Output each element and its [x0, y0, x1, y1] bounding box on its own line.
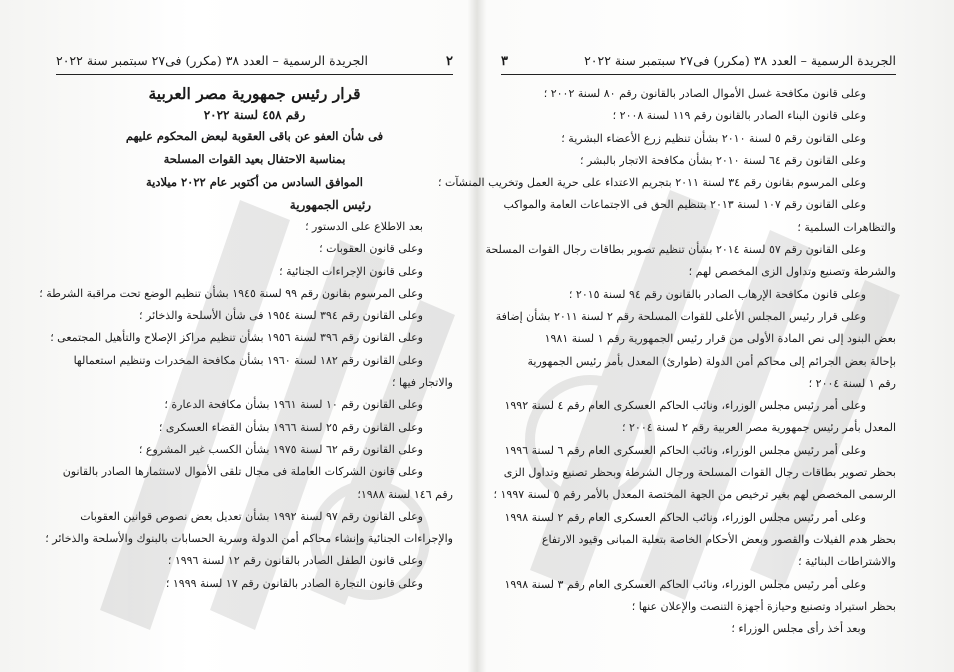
right-text-line: وعلى أمر رئيس مجلس الوزراء، ونائب الحاكم العسكرى العام رقم ٣ لسنة ١٩٩٨: [504, 577, 866, 591]
left-text-line: وعلى قانون الإجراءات الجنائية ؛: [279, 264, 423, 278]
left-text-line: وعلى المرسوم بقانون رقم ٩٩ لسنة ١٩٤٥ بشأن تنظيم الوضع تحت مراقبة الشرطة ؛: [39, 286, 423, 300]
left-header-title: الجريدة الرسمية – العدد ٣٨ (مكرر) فى٢٧ سبتمبر سنة ٢٠٢٢: [56, 53, 368, 68]
right-page: [437, 0, 954, 672]
left-text-line: والاتجار فيها ؛: [392, 376, 453, 390]
decree-subtitle-1: فى شأن العفو عن باقى العقوبة لبعض المحكوم عليهم: [125, 129, 384, 143]
right-header-title: الجريدة الرسمية – العدد ٣٨ (مكرر) فى٢٧ سبتمبر سنة ٢٠٢٢: [584, 53, 896, 68]
right-text-line: الرسمى المخصص لهم بغير ترخيص من الجهة المختصة المعدل بالأمر رقم ٥ لسنة ١٩٩٧ ؛: [493, 488, 896, 502]
right-text-line: والاشتراطات البنائية ؛: [798, 555, 896, 569]
right-text-line: والتظاهرات السلمية ؛: [797, 220, 896, 234]
right-text-line: وعلى قانون البناء الصادر بالقانون رقم ١١٩ لسنة ٢٠٠٨ ؛: [612, 109, 866, 123]
right-body-text: [437, 83, 896, 640]
right-text-line: بحظر هدم الفيلات والقصور وبعض الأحكام الخاصة بتعلية المبانى وقيود الارتفاع: [541, 532, 896, 546]
decree-title: قرار رئيس جمهورية مصر العربية: [148, 84, 361, 103]
right-text-line: والشرطة وتصنيع وتداول الزى المخصص لهم ؛: [688, 265, 896, 279]
right-text-line: وعلى أمر رئيس مجلس الوزراء، ونائب الحاكم العسكرى العام رقم ٤ لسنة ١٩٩٢: [504, 399, 866, 413]
left-text-line: وعلى القانون رقم ١٠ لسنة ١٩٦١ بشأن مكافحة الدعارة ؛: [164, 398, 423, 412]
right-text-line: وبعد أخذ رأى مجلس الوزراء ؛: [731, 622, 866, 636]
right-text-line: بحظر استيراد وتصنيع وحيازة أجهزة التنصت والإعلان عنها ؛: [631, 599, 896, 613]
left-text-line: رقم ١٤٦ لسنة ١٩٨٨؛: [357, 487, 453, 501]
right-text-line: وعلى قانون مكافحة الإرهاب الصادر بالقانون رقم ٩٤ لسنة ٢٠١٥ ؛: [568, 287, 866, 301]
right-text-line: وعلى القانون رقم ٥ لسنة ٢٠١٠ بشأن تنظيم زرع الأعضاء البشرية ؛: [561, 131, 866, 145]
left-text-line: وعلى القانون رقم ١٨٢ لسنة ١٩٦٠ بشأن مكافحة المخدرات وتنظيم استعمالها: [73, 353, 423, 367]
left-text-line: وعلى قانون التجارة الصادر بالقانون رقم ١٧ لسنة ١٩٩٩ ؛: [165, 576, 423, 590]
right-text-line: وعلى قرار رئيس المجلس الأعلى للقوات المسلحة رقم ٢ لسنة ٢٠١١ بشأن إضافة: [495, 309, 866, 323]
right-running-header: [501, 52, 896, 75]
right-text-line: وعلى قانون مكافحة غسل الأموال الصادر بالقانون رقم ٨٠ لسنة ٢٠٠٢ ؛: [543, 87, 866, 100]
right-text-line: بإحالة بعض الجرائم إلى محاكم أمن الدولة (طوارئ) المعدل بأمر رئيس الجمهورية: [527, 354, 896, 368]
left-text-line: وعلى قانون الشركات العاملة فى مجال تلقى الأموال لاستثمارها الصادر بالقانون: [62, 465, 423, 479]
right-text-line: وعلى القانون رقم ١٠٧ لسنة ٢٠١٣ بتنظيم الحق فى الاجتماعات العامة والمواكب: [503, 198, 866, 212]
left-text-line: وعلى القانون رقم ٣٩٤ لسنة ١٩٥٤ فى شأن الأسلحة والذخائر ؛: [139, 309, 423, 323]
left-running-header: [56, 52, 453, 75]
left-text-line: وعلى القانون رقم ٢٥ لسنة ١٩٦٦ بشأن القضاء العسكرى ؛: [158, 420, 423, 434]
issuer-heading: رئيس الجمهورية: [289, 198, 371, 212]
right-text-line: وعلى القانون رقم ٦٤ لسنة ٢٠١٠ بشأن مكافحة الاتجار بالبشر ؛: [579, 153, 866, 167]
left-text-line: وعلى قانون العقوبات ؛: [319, 242, 423, 256]
left-text-line: وعلى القانون رقم ٩٧ لسنة ١٩٩٢ بشأن تعديل بعض نصوص قوانين العقوبات: [80, 509, 423, 523]
right-text-line: وعلى المرسوم بقانون رقم ٣٤ لسنة ٢٠١١ بتجريم الاعتداء على حرية العمل وتخريب المنشآت ؛: [437, 176, 866, 190]
right-text-line: المعدل بأمر رئيس جمهورية مصر العربية رقم ٢ لسنة ٢٠٠٤ ؛: [622, 421, 896, 435]
decree-subtitle-3: الموافق السادس من أكتوبر عام ٢٠٢٢ ميلادية: [146, 175, 363, 189]
left-text-line: وعلى القانون رقم ٦٢ لسنة ١٩٧٥ بشأن الكسب غير المشروع ؛: [138, 442, 423, 456]
left-page-number: ٢: [446, 54, 453, 69]
decree-subtitle-2: بمناسبة الاحتفال بعيد القوات المسلحة: [163, 152, 346, 166]
left-body-text: [39, 216, 453, 595]
right-text-line: بعض البنود إلى نص المادة الأولى من قرار رئيس الجمهورية رقم ١ لسنة ١٩٨١: [544, 332, 896, 346]
left-text-line: وعلى القانون رقم ٣٩٦ لسنة ١٩٥٦ بشأن تنظيم مراكز الإصلاح والتأهيل المجتمعى ؛: [50, 331, 423, 345]
left-text-line: بعد الاطلاع على الدستور ؛: [305, 220, 423, 233]
left-text-line: والإجراءات الجنائية وإنشاء محاكم أمن الدولة وسرية الحسابات بالبنوك والأسلحة والذخائر ؛: [45, 532, 453, 546]
right-text-line: وعلى أمر رئيس مجلس الوزراء، ونائب الحاكم العسكرى العام رقم ٢ لسنة ١٩٩٨: [504, 510, 866, 524]
left-text-line: وعلى قانون الطفل الصادر بالقانون رقم ١٢ لسنة ١٩٩٦ ؛: [167, 554, 423, 568]
right-page-number: ٣: [501, 54, 508, 69]
right-text-line: بحظر تصوير بطاقات رجال القوات المسلحة ورجال الشرطة وبحظر تصنيع وتداول الزى: [503, 466, 896, 480]
decree-number: رقم ٤٥٨ لسنة ٢٠٢٢: [203, 108, 306, 122]
right-text-line: وعلى أمر رئيس مجلس الوزراء، ونائب الحاكم العسكرى العام رقم ٦ لسنة ١٩٩٦: [504, 443, 866, 457]
right-text-line: رقم ١ لسنة ٢٠٠٤ ؛: [808, 376, 896, 390]
right-text-line: وعلى القانون رقم ٥٧ لسنة ٢٠١٤ بشأن تنظيم تصوير بطاقات رجال القوات المسلحة: [485, 243, 866, 257]
